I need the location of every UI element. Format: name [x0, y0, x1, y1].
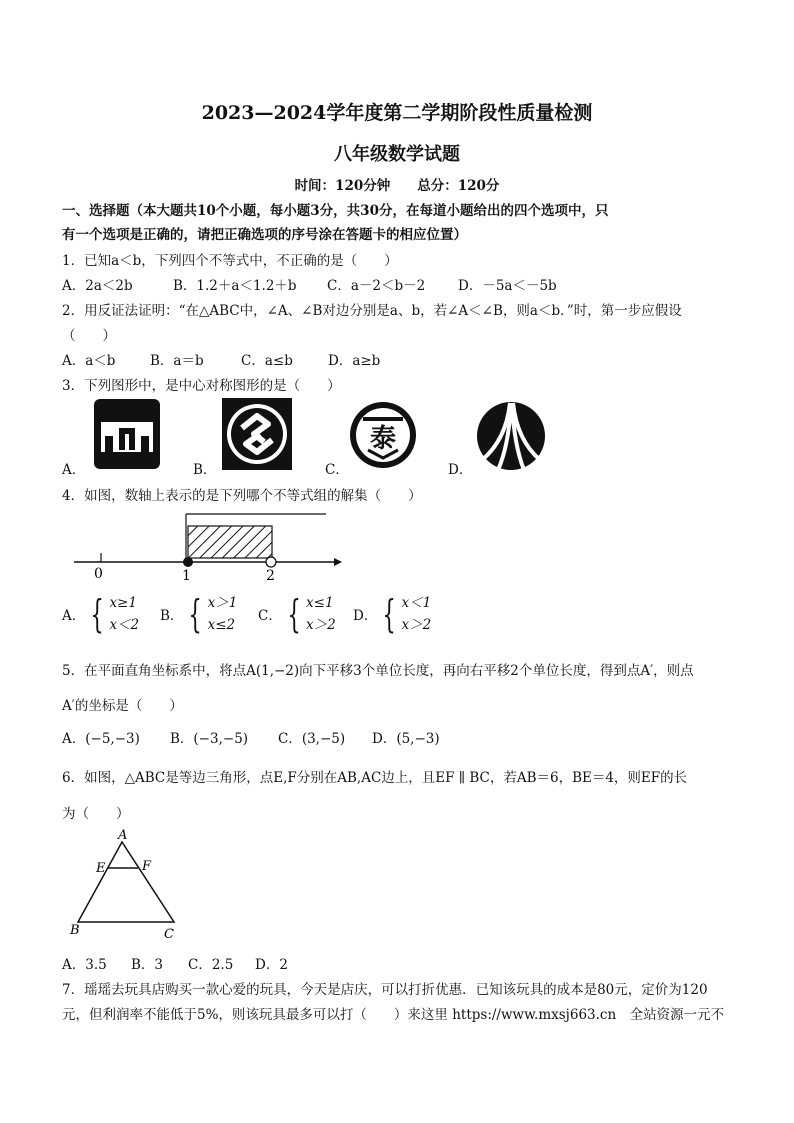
q6-option-c: C．2.5: [188, 957, 234, 973]
q4-option-b-label: B．: [160, 608, 184, 624]
q4-option-b-line1: x＞1: [207, 595, 238, 611]
logo-a-icon: [93, 398, 161, 470]
q6-stem-cont: 为（ ）: [62, 806, 130, 822]
axis-label-1: 1: [182, 568, 191, 584]
q2-stem-cont: （ ）: [62, 328, 116, 344]
vertex-a-label: A: [118, 828, 128, 843]
q5-option-a: A．(−5,−3): [62, 731, 140, 747]
number-line-figure: [68, 508, 348, 584]
q4-stem: 4．如图，数轴上表示的是下列哪个不等式组的解集（ ）: [62, 488, 422, 504]
q1-option-a: A．2a＜2b: [62, 278, 133, 294]
q1-option-d: D．－5a＜－5b: [458, 278, 557, 294]
exam-subtitle: 八年级数学试题: [334, 144, 460, 165]
vertex-e-label: E: [96, 861, 106, 876]
q1-stem: 1．已知a＜b，下列四个不等式中，不正确的是（ ）: [62, 253, 398, 269]
q4-option-c-line1: x≤1: [306, 595, 334, 611]
q3-label-c: C．: [325, 462, 349, 478]
q4-option-d-line2: x＞2: [401, 617, 432, 633]
q1-option-b: B．1.2＋a＜1.2＋b: [173, 278, 297, 294]
q2-stem: 2．用反证法证明：“在△ABC中，∠A、∠B对边分别是a、b，若∠A＜∠B，则a＜b．”时，第一步应假设: [62, 303, 682, 319]
q5-option-b: B．(−3,−5): [170, 731, 249, 747]
q7-line2: 元，但利润率不能低于5%，则该玩具最多可以打（ ）来这里 https://www.mxsj663.cn 全站资源一元不: [62, 1007, 725, 1023]
triangle-figure: [64, 826, 184, 942]
logo-b-icon: [222, 398, 292, 470]
exam-title: 2023—2024学年度第二学期阶段性质量检测: [201, 102, 593, 124]
q4-option-a: A． { x≥1 x＜2: [62, 592, 140, 636]
q2-option-c: C．a≤b: [241, 353, 293, 369]
q4-option-c: C． { x≤1 x＞2: [258, 592, 336, 636]
q6-option-d: D．2: [255, 957, 288, 973]
q4-option-d: D． { x＜1 x＞2: [353, 592, 432, 636]
q6-stem: 6．如图，△ABC是等边三角形，点E,F分别在AB,AC边上，且EF ∥ BC，若AB＝6，BE＝4，则EF的长: [62, 770, 688, 786]
q4-option-d-label: D．: [353, 608, 378, 624]
q3-label-b: B．: [193, 462, 217, 478]
seal-c-icon: [348, 400, 418, 470]
q4-option-b: B． { x＞1 x≤2: [160, 592, 238, 636]
time-score-line: 时间：120分钟 总分：120分: [294, 178, 500, 194]
q6-option-a: A．3.5: [62, 957, 107, 973]
q4-option-a-label: A．: [62, 608, 86, 624]
seal-text: 泰: [369, 424, 397, 454]
q3-label-d: D．: [448, 462, 473, 478]
q1-option-c: C．a－2＜b－2: [327, 278, 426, 294]
q4-option-c-line2: x＞2: [306, 617, 336, 633]
q5-stem-cont: A′的坐标是（ ）: [62, 698, 183, 714]
vertex-f-label: F: [142, 859, 152, 874]
axis-label-0: 0: [94, 566, 103, 582]
q4-option-a-line2: x＜2: [109, 617, 140, 633]
q4-option-b-line2: x≤2: [207, 617, 236, 633]
q7-line1: 7．瑶瑶去玩具店购买一款心爱的玩具，今天是店庆，可以打折优惠．已知该玩具的成本是80元，定价为120: [62, 982, 708, 998]
vertex-c-label: C: [164, 927, 174, 942]
q3-stem: 3．下列图形中，是中心对称图形的是（ ）: [62, 378, 341, 394]
section-heading-line1: 一、选择题（本大题共10个小题，每小题3分，共30分，在每道小题给出的四个选项中，只: [62, 203, 609, 219]
q3-label-a: A．: [62, 462, 86, 478]
vertex-b-label: B: [70, 923, 80, 938]
q5-stem: 5．在平面直角坐标系中，将点A(1,−2)向下平移3个单位长度，再向右平移2个单位长度，得到点A′，则点: [62, 663, 694, 679]
q4-option-d-line1: x＜1: [401, 595, 432, 611]
q2-option-d: D．a≥b: [328, 353, 381, 369]
q2-option-a: A．a＜b: [62, 353, 116, 369]
section-heading-line2: 有一个选项是正确的，请把正确选项的序号涂在答题卡的相应位置）: [62, 227, 467, 243]
q2-option-b: B．a＝b: [150, 353, 204, 369]
q5-option-d: D．(5,−3): [372, 731, 440, 747]
q5-option-c: C．(3,−5): [278, 731, 346, 747]
q4-option-c-label: C．: [258, 608, 282, 624]
axis-label-2: 2: [266, 568, 275, 584]
logo-d-icon: [476, 400, 546, 472]
q6-option-b: B．3: [131, 957, 164, 973]
q4-option-a-line1: x≥1: [109, 595, 137, 611]
